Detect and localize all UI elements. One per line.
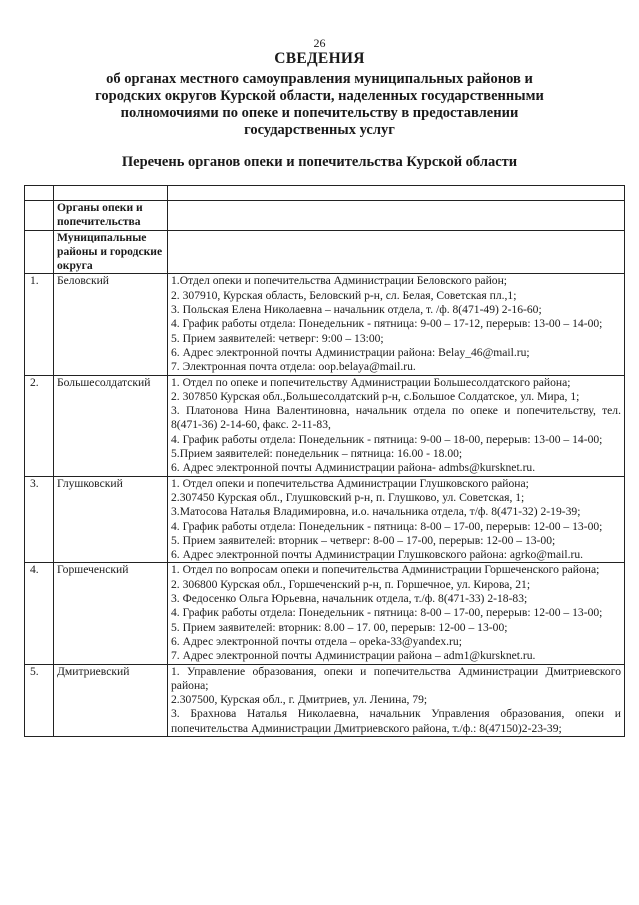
detail-line: 6. Адрес электронной почты отдела – opeka-33@yandex.ru; (171, 634, 462, 648)
district-name: Дмитриевский (54, 664, 168, 736)
heading-line: городских округов Курской области, наделенных государственными (95, 88, 544, 104)
heading-line: об органах местного самоуправления муниципальных районов и (106, 71, 533, 87)
page-number: 26 (313, 36, 326, 50)
detail-line: 5. Прием заявителей: четверг: 9:00 – 13:00; (171, 331, 384, 345)
authority-details (168, 274, 625, 375)
detail-line: 2.307500, Курская обл., г. Дмитриев, ул. Ленина, 79; (171, 693, 428, 707)
table-header-row (25, 230, 625, 274)
detail-line: 3. Брахнова Наталья Николаевна, начальник Управления образования, опеки и попечительства Администрации Дмитриевского района, т./ф.: 8(47150)2-23-39; (171, 707, 621, 735)
authority-details (168, 476, 625, 563)
detail-line: 6. Адрес электронной почты Администрации Глушковского района: agrko@mail.ru. (171, 548, 584, 562)
district-name: Глушковский (54, 476, 168, 563)
detail-line: 6. Адрес электронной почты Администрации района- admbs@kursknet.ru. (171, 461, 536, 475)
detail-line: 4. График работы отдела: Понедельник - пятница: 8-00 – 17-00, перерыв: 12-00 – 13-00; (171, 519, 603, 533)
district-name: Горшеченский (54, 563, 168, 664)
authorities-table (24, 185, 625, 737)
authority-details (168, 375, 625, 476)
heading-main: СВЕДЕНИЯ (274, 50, 365, 67)
detail-line: 3. Федосенко Ольга Юрьевна, начальник отдела, т./ф. 8(471-33) 2-18-83; (171, 592, 528, 606)
detail-line: 5. Прием заявителей: вторник – четверг: 8-00 – 17-00, перерыв: 12-00 – 13-00; (171, 533, 556, 547)
heading-line: государственных услуг (244, 122, 395, 138)
authority-details (168, 664, 625, 736)
detail-line: 6. Адрес электронной почты Администрации района: Belay_46@mail.ru; (171, 345, 530, 359)
table-row (25, 476, 625, 563)
row-number: 3. (25, 476, 54, 563)
detail-line: 1. Отдел опеки и попечительства Администрации Глушковского района; (171, 476, 529, 490)
detail-line: 4. График работы отдела: Понедельник - пятница: 9-00 – 18-00, перерыв: 13-00 – 14-00; (171, 432, 603, 446)
detail-line: 2. 307910, Курская область, Беловский р-н, сл. Белая, Советская пл.,1; (171, 288, 517, 302)
detail-line: 5. Прием заявителей: вторник: 8.00 – 17. 00, перерыв: 12-00 – 13-00; (171, 620, 508, 634)
list-title: Перечень органов опеки и попечительства Курской области (121, 154, 518, 170)
detail-line: 2.307450 Курская обл., Глушковский р-н, п. Глушково, ул. Советская, 1; (171, 490, 525, 504)
header-districts: Муниципальные районы и городские округа (54, 230, 168, 274)
district-name: Большесолдатский (54, 375, 168, 476)
detail-line: 4. График работы отдела: Понедельник - пятница: 8-00 – 17-00, перерыв: 12-00 – 13-00; (171, 606, 603, 620)
detail-line: 1. Управление образования, опеки и попечительства Администрации Дмитриевского района; (171, 664, 621, 692)
header-authorities: Органы опеки и попечительства (54, 201, 168, 231)
detail-line: 2. 306800 Курская обл., Горшеченский р-н, п. Горшечное, ул. Кирова, 21; (171, 577, 531, 591)
authority-details (168, 563, 625, 664)
detail-line: 1.Отдел опеки и попечительства Администрации Беловского район; (171, 274, 507, 288)
detail-line: 3. Платонова Нина Валентиновна, начальник отдела по опеке и попечительству, тел. 8(471-36) 2-14-60, факс. 2-11-83, (171, 404, 621, 432)
table-row (25, 664, 625, 736)
district-name: Беловский (54, 274, 168, 375)
table-spacer-row (25, 186, 625, 201)
document-heading (40, 50, 599, 139)
detail-line: 4. График работы отдела: Понедельник - пятница: 9-00 – 17-12, перерыв: 13-00 – 14-00; (171, 317, 603, 331)
detail-line: 1. Отдел по вопросам опеки и попечительства Администрации Горшеченского района; (171, 563, 600, 577)
row-number: 2. (25, 375, 54, 476)
table-row (25, 563, 625, 664)
detail-line: 3. Польская Елена Николаевна – начальник отдела, т. /ф. 8(471-49) 2-16-60; (171, 303, 542, 317)
row-number: 4. (25, 563, 54, 664)
detail-line: 7. Адрес электронной почты Администрации района – adm1@kursknet.ru. (171, 649, 536, 663)
table-row (25, 375, 625, 476)
detail-line: 5.Прием заявителей: понедельник – пятница: 16.00 - 18.00; (171, 447, 463, 461)
detail-line: 3.Матосова Наталья Владимировна, и.о. начальника отдела, т/ф. 8(471-32) 2-19-39; (171, 505, 581, 519)
detail-line: 2. 307850 Курская обл.,Большесолдатский р-н, с.Большое Солдатское, ул. Мира, 1; (171, 389, 580, 403)
row-number: 5. (25, 664, 54, 736)
heading-line: полномочиями по опеке и попечительству в предоставлении (120, 105, 519, 121)
row-number: 1. (25, 274, 54, 375)
detail-line: 7. Электронная почта отдела: oop.belaya@mail.ru. (171, 360, 416, 374)
table-header-row (25, 201, 625, 231)
detail-line: 1. Отдел по опеке и попечительству Администрации Большесолдатского района; (171, 375, 571, 389)
table-row (25, 274, 625, 375)
